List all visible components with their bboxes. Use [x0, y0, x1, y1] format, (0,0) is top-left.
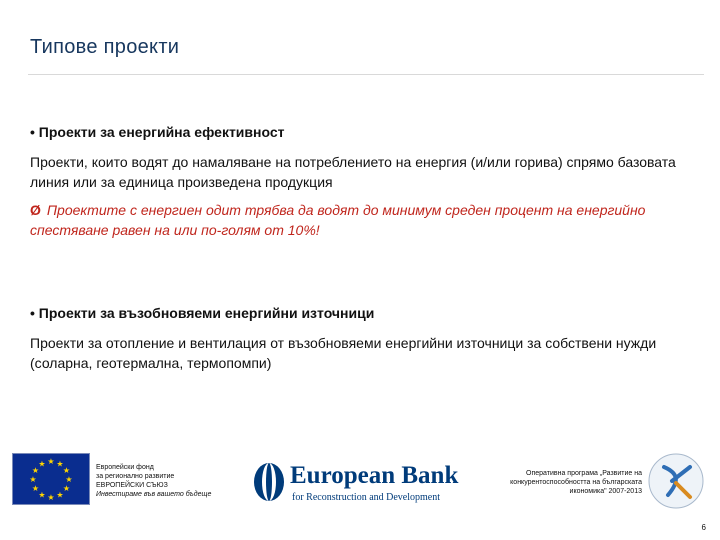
operational-programme-logo-icon: [646, 451, 706, 511]
slide-title: Типове проекти: [30, 36, 180, 58]
section-energy-efficiency: [30, 122, 690, 240]
eu-fund-caption: [96, 463, 236, 499]
op-caption-line: икономика" 2007-2013: [569, 488, 642, 495]
op-caption-line: Оперативна програма „Развитие на: [526, 470, 642, 477]
svg-text:★: ★: [47, 493, 55, 502]
svg-text:★: ★: [38, 459, 46, 469]
ebrd-subtitle: for Reconstruction and Development: [292, 492, 441, 503]
svg-text:★: ★: [56, 459, 64, 469]
svg-text:★: ★: [65, 475, 73, 484]
arrow-bullet-icon: Ø: [30, 202, 41, 218]
audit-requirement-note: [30, 200, 690, 240]
svg-text:★: ★: [47, 457, 55, 466]
section-heading: • Проекти за енергийна ефективност: [30, 124, 285, 140]
section-body: Проекти, които водят до намаляване на потреблението на енергия (и/или горива) спрямо базовата линия или за единица произведена продукция: [30, 154, 676, 190]
svg-text:★: ★: [62, 466, 71, 475]
eu-caption-line: Европейски фонд: [96, 464, 154, 471]
section-heading: • Проекти за възобновяеми енергийни източници: [30, 305, 375, 321]
svg-text:★: ★: [56, 490, 64, 500]
svg-text:★: ★: [38, 490, 46, 500]
section-body: Проекти за отопление и вентилация от възобновяеми енергийни източници за собствени нужди (соларна, геотермална, термопомпи): [30, 335, 657, 371]
note-text: Проектите с енергиен одит трябва да водят до минимум среден процент на енергийно спестяване равен на или по-голям от 10%!: [30, 202, 646, 238]
svg-text:★: ★: [31, 466, 40, 475]
svg-text:★: ★: [31, 484, 40, 493]
section-renewable-sources: [30, 303, 690, 373]
title-divider: [28, 74, 704, 75]
eu-caption-line: за регионално развитие: [96, 473, 175, 480]
ebrd-name: European Bank: [290, 462, 459, 489]
eu-caption-line: ЕВРОПЕЙСКИ СЪЮЗ: [96, 482, 168, 489]
footer-logos: [0, 445, 720, 540]
operational-programme-caption: [470, 469, 642, 496]
eu-caption-line: Инвестираме във вашето бъдеще: [96, 491, 212, 498]
page-number: 6: [701, 523, 706, 532]
eu-flag-icon: [12, 453, 90, 505]
op-caption-line: конкурентоспособността на българската: [510, 479, 642, 486]
svg-text:★: ★: [29, 475, 37, 484]
svg-text:★: ★: [62, 484, 71, 493]
ebrd-emblem-icon: [250, 460, 288, 504]
ebrd-logo: [250, 460, 465, 506]
